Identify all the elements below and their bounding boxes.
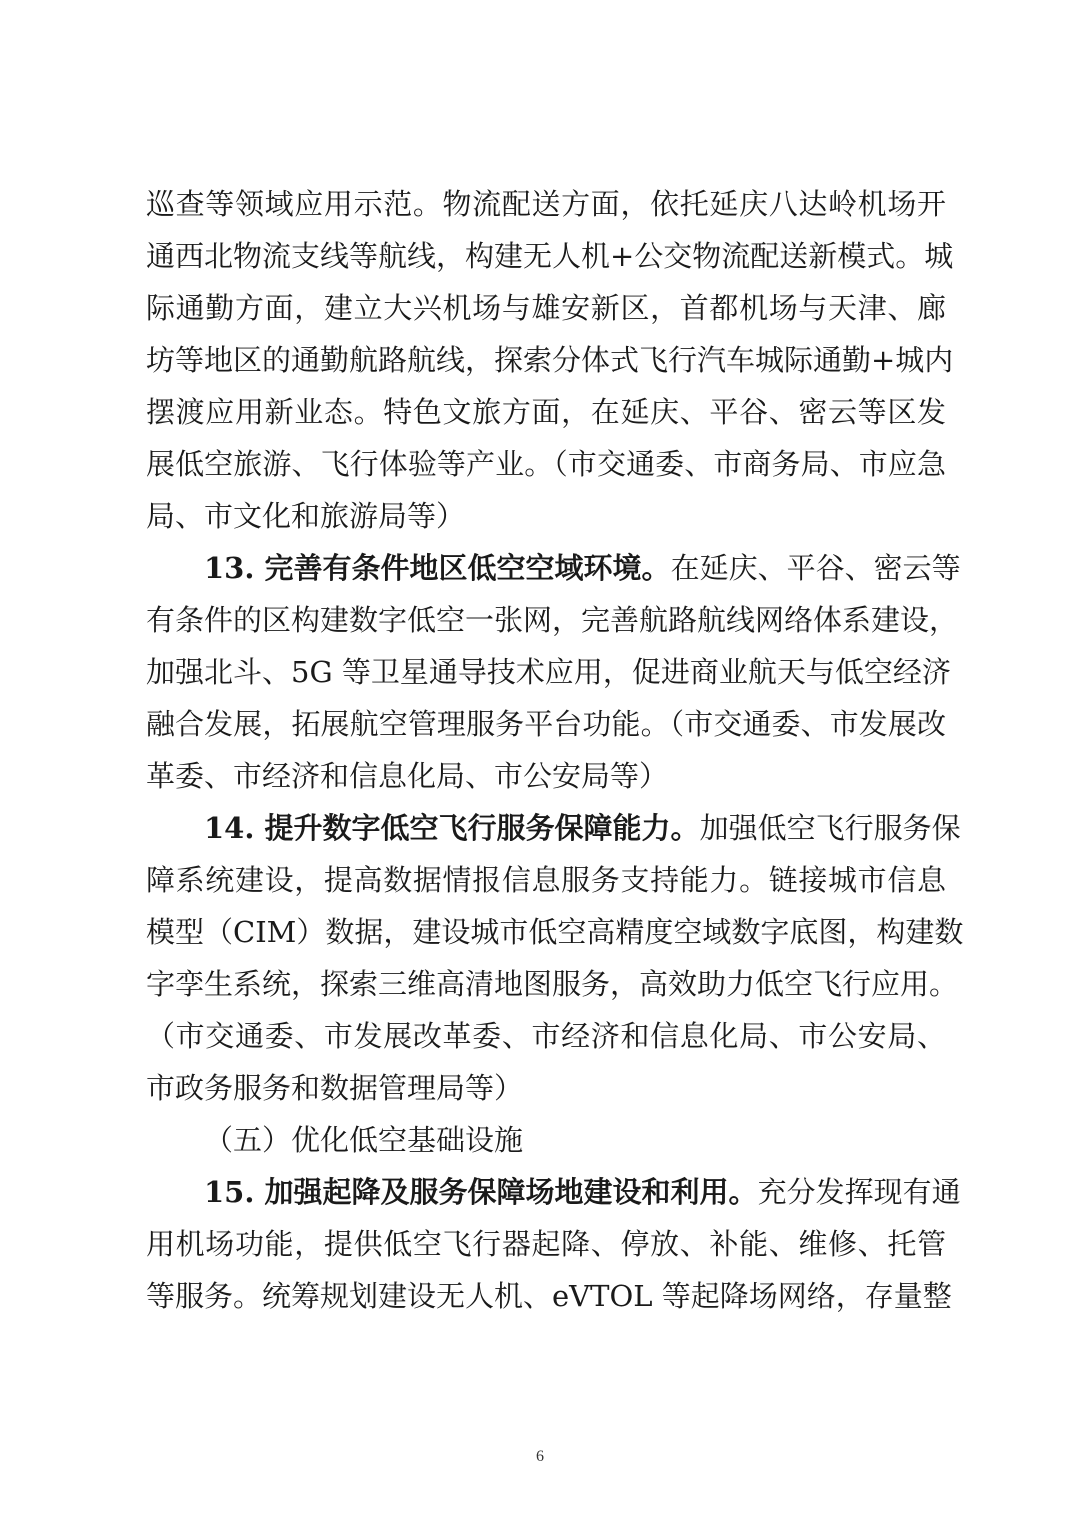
item-14-first-line (146, 802, 961, 854)
paragraph-line: 模型（CIM）数据，建设城市低空高精度空域数字底图，构建数 (146, 915, 964, 949)
page-number: 6 (536, 1448, 544, 1465)
item-13-text: 在延庆、平谷、密云等 (670, 551, 961, 585)
paragraph-line: 局、市文化和旅游局等） (146, 499, 466, 533)
paragraph-line: 际通勤方面，建立大兴机场与雄安新区，首都机场与天津、廊 (146, 291, 946, 325)
item-14-text: 加强低空飞行服务保 (699, 811, 961, 845)
item-15-heading: 15. 加强起降及服务保障场地建设和利用。 (204, 1175, 758, 1209)
item-15-text: 充分发挥现有通 (757, 1175, 961, 1209)
paragraph-line: 坊等地区的通勤航路航线，探索分体式飞行汽车城际通勤+城内 (146, 343, 954, 377)
paragraph-line: 有条件的区构建数字低空一张网，完善航路航线网络体系建设， (146, 603, 959, 637)
paragraph-line: （市交通委、市发展改革委、市经济和信息化局、市公安局、 (146, 1019, 946, 1053)
paragraph-line: 加强北斗、5G 等卫星通导技术应用，促进商业航天与低空经济 (146, 655, 951, 689)
paragraph-line: 障系统建设，提高数据情报信息服务支持能力。链接城市信息 (146, 863, 946, 897)
section-heading: （五）优化低空基础设施 (204, 1123, 524, 1157)
paragraph-line: 巡查等领域应用示范。物流配送方面，依托延庆八达岭机场开 (146, 187, 946, 221)
paragraph-line: 字孪生系统，探索三维高清地图服务，高效助力低空飞行应用。 (146, 967, 959, 1001)
document-body (146, 178, 964, 1322)
item-15-first-line (146, 1166, 961, 1218)
item-13-heading: 13. 完善有条件地区低空空域环境。 (204, 551, 671, 585)
paragraph-line: 用机场功能，提供低空飞行器起降、停放、补能、维修、托管 (146, 1227, 946, 1261)
paragraph-line: 展低空旅游、飞行体验等产业。（市交通委、市商务局、市应急 (146, 447, 946, 481)
paragraph-line: 摆渡应用新业态。特色文旅方面，在延庆、平谷、密云等区发 (146, 395, 946, 429)
paragraph-line: 等服务。统筹规划建设无人机、eVTOL 等起降场网络，存量整 (146, 1279, 952, 1313)
paragraph-line: 通西北物流支线等航线，构建无人机+公交物流配送新模式。城 (146, 239, 954, 273)
paragraph-line: 融合发展，拓展航空管理服务平台功能。（市交通委、市发展改 (146, 707, 946, 741)
item-14-heading: 14. 提升数字低空飞行服务保障能力。 (204, 811, 700, 845)
paragraph-line: 市政务服务和数据管理局等） (146, 1071, 524, 1105)
paragraph-line: 革委、市经济和信息化局、市公安局等） (146, 759, 669, 793)
item-13-first-line (146, 542, 961, 594)
